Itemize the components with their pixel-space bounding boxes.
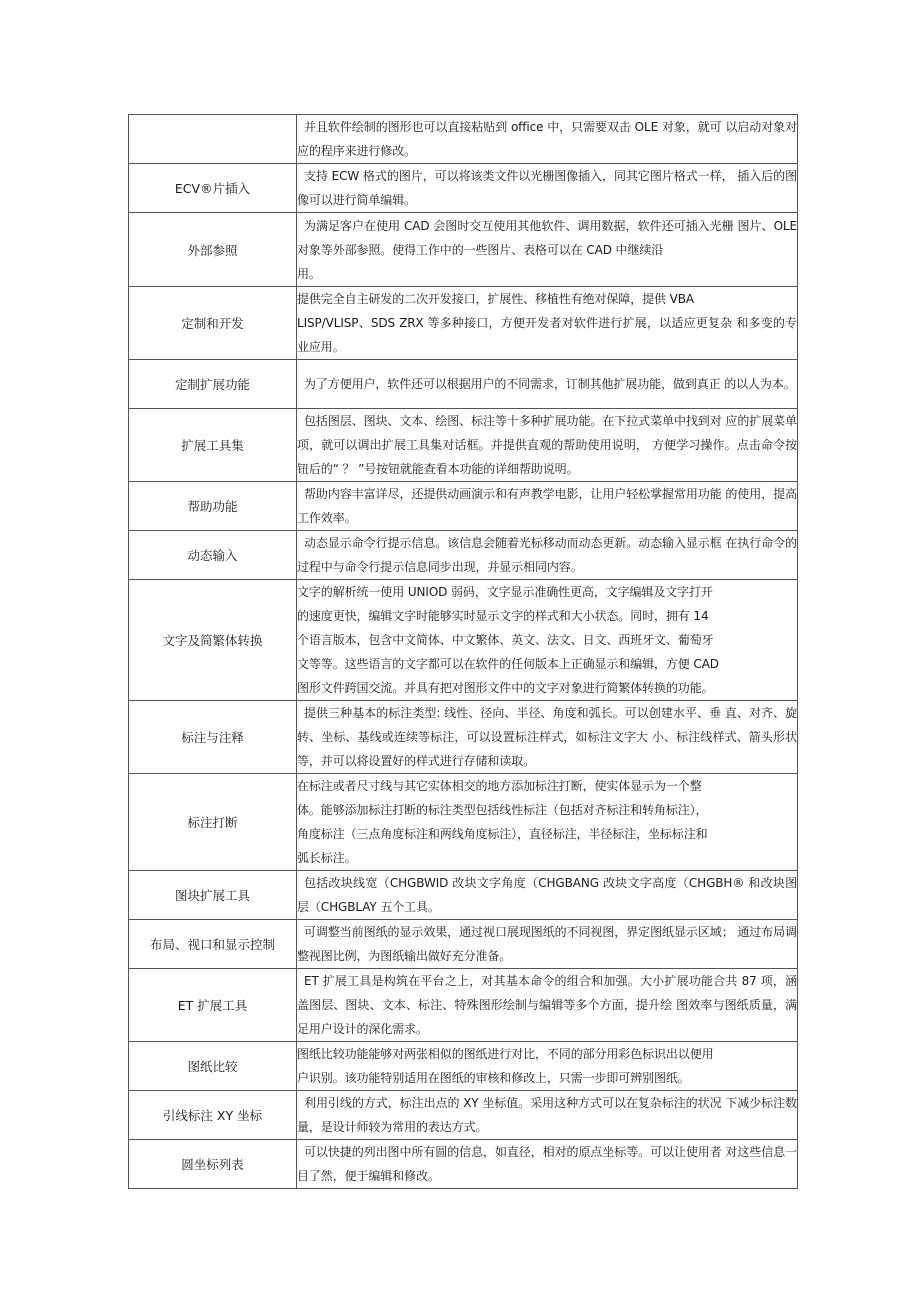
- table-row: [129, 531, 798, 580]
- table-row: [129, 1042, 798, 1091]
- description-line: 文等等。这些语言的文字都可以在软件的任何版本上正确显示和编辑，方便 CAD: [297, 657, 719, 671]
- feature-name-cell: 定制和开发: [129, 287, 297, 360]
- feature-name-cell: 动态输入: [129, 531, 297, 580]
- description-text: ET 扩展工具是构筑在平台之上，对其基本命令的组合和加强。大小扩展功能合共 87 项，涵盖图层、图块、文本、标注、特殊图形绘制与编辑等多个方面，提升绘 图效率与图纸质量，满足用户设计的深化需求。: [297, 974, 797, 1036]
- feature-description-cell: [297, 871, 798, 920]
- description-line: 图纸比较功能能够对两张相似的图纸进行对比，不同的部分用彩色标识出以便用: [297, 1047, 714, 1061]
- feature-name-cell: 布局、视口和显示控制: [129, 920, 297, 969]
- description-text: 为满足客户在使用 CAD 会图时交互使用其他软件、调用数据，软件还可插入光栅 图片、OLE 对象等外部参照。使得工作中的一些图片、表格可以在 CAD 中继续沿: [297, 218, 797, 257]
- description-tail: 用。: [297, 266, 321, 281]
- table-row: [129, 1140, 798, 1189]
- table-row: [129, 580, 798, 701]
- feature-name-cell: 圆坐标列表: [129, 1140, 297, 1189]
- feature-description-cell: [297, 482, 798, 531]
- feature-description-cell: [297, 580, 798, 701]
- description-text: 包括改块线宽（CHGBWID 改块文字角度（CHGBANG 改块文字高度（CHGBH® 和改块图层（CHGBLAY 五个工具。: [297, 876, 797, 914]
- feature-name-cell: 外部参照: [129, 213, 297, 287]
- description-text: 提供三种基本的标注类型: 线性、径向、半径、角度和弧长。可以创建水平、垂 直、对齐、旋转、坐标、基线或连续等标注，可以设置标注样式，如标注文字大 小、标注线样式、箭头形状等，并可以将设置好的样式进行存储和读取。: [297, 706, 797, 768]
- table-row: [129, 774, 798, 871]
- feature-name-cell: 标注打断: [129, 774, 297, 871]
- table-row: [129, 164, 798, 213]
- feature-description-cell: [297, 115, 798, 164]
- description-line: 图形文件跨国交流。并具有把对图形文件中的文字对象进行简繁体转换的功能。: [297, 681, 714, 695]
- feature-name-cell: 帮助功能: [129, 482, 297, 531]
- feature-name-cell: 引线标注 XY 坐标: [129, 1091, 297, 1140]
- feature-name-cell: ECV®片插入: [129, 164, 297, 213]
- feature-name-cell: 图纸比较: [129, 1042, 297, 1091]
- table-row: [129, 920, 798, 969]
- description-text: 支持 ECW 格式的图片，可以将该类文件以光栅图像插入，同其它图片格式一样， 插入后的图像可以进行简单编辑。: [297, 169, 797, 207]
- description-line: 弧长标注。: [297, 851, 357, 865]
- description-text: 动态显示命令行提示信息。该信息会随着光标移动而动态更新。动态输入显示框 在执行命令的过程中与命令行提示信息同步出现，并显示相同内容。: [297, 536, 797, 574]
- feature-description-cell: [297, 1042, 798, 1091]
- feature-name-cell: 标注与注释: [129, 701, 297, 774]
- feature-description-cell: [297, 1140, 798, 1189]
- feature-description-cell: [297, 287, 798, 360]
- description-text: 帮助内容丰富详尽，还提供动画演示和有声教学电影，让用户轻松掌握常用功能 的使用，提高工作效率。: [297, 487, 797, 525]
- feature-description-cell: [297, 409, 798, 482]
- description-line: 角度标注（三点角度标注和两线角度标注），直径标注，半径标注，坐标标注和: [297, 827, 708, 841]
- feature-table-body: [129, 115, 798, 1189]
- feature-name-cell: ET 扩展工具: [129, 969, 297, 1042]
- feature-table: [128, 114, 798, 1189]
- feature-description-cell: [297, 531, 798, 580]
- feature-name-cell: 文字及简繁体转换: [129, 580, 297, 701]
- description-line: 的速度更快，编辑文字时能够实时显示文字的样式和大小状态。同时，拥有 14: [297, 609, 709, 623]
- feature-description-cell: [297, 920, 798, 969]
- table-row: [129, 1091, 798, 1140]
- table-row: [129, 287, 798, 360]
- table-row: [129, 871, 798, 920]
- description-line: 提供完全自主研发的二次开发接口，扩展性、移植性有绝对保障，提供 VBA: [297, 292, 694, 306]
- description-line: 体。能够添加标注打断的标注类型包括线性标注（包括对齐标注和转角标注），: [297, 803, 708, 817]
- feature-description-cell: [297, 213, 798, 287]
- description-text: 利用引线的方式，标注出点的 XY 坐标值。采用这种方式可以在复杂标注的状况 下减少标注数量，是设计师较为常用的表达方式。: [297, 1096, 797, 1134]
- description-line: LISP/VLISP、SDS ZRX 等多种接口，方便开发者对软件进行扩展，以适应更复杂 和多变的专业应用。: [297, 316, 797, 354]
- table-row: [129, 409, 798, 482]
- table-row: [129, 482, 798, 531]
- table-row: [129, 701, 798, 774]
- description-text: 为了方便用户，软件还可以根据用户的不同需求，订制其他扩展功能，做到真正 的以人为本。: [304, 377, 796, 391]
- description-text: 包括图层、图块、文本、绘图、标注等十多种扩展功能。在下拉式菜单中找到对 应的扩展菜单项，就可以调出扩展工具集对话框。并提供直观的帮助使用说明， 方便学习操作。点击命令按钮后的“ ？ ”号按钮就能查看本功能的详细帮助说明。: [297, 414, 797, 476]
- description-line: 户识别。该功能特别适用在图纸的审核和修改上，只需一步即可辨别图纸。: [297, 1071, 690, 1085]
- feature-name-cell: 扩展工具集: [129, 409, 297, 482]
- feature-name-cell: 定制扩展功能: [129, 360, 297, 409]
- description-text: 并且软件绘制的图形也可以直接粘贴到 office 中，只需要双击 OLE 对象，就可 以启动对象对应的程序来进行修改。: [297, 120, 797, 158]
- feature-description-cell: [297, 774, 798, 871]
- feature-description-cell: [297, 360, 798, 409]
- feature-description-cell: [297, 701, 798, 774]
- description-text: 可调整当前图纸的显示效果，通过视口展现图纸的不同视图，界定图纸显示区域； 通过布局调整视图比例，为图纸输出做好充分准备。: [297, 925, 797, 963]
- feature-name-cell: [129, 115, 297, 164]
- table-row: [129, 969, 798, 1042]
- description-text: 可以快捷的列出图中所有圆的信息，如直径，相对的原点坐标等。可以让使用者 对这些信息一目了然，便于编辑和修改。: [297, 1145, 797, 1183]
- description-line: 在标注或者尺寸线与其它实体相交的地方添加标注打断，使实体显示为一个整: [297, 779, 702, 793]
- feature-name-cell: 图块扩展工具: [129, 871, 297, 920]
- description-line: 个语言版本，包含中文简体、中文繁体、英文、法文、日文、西班牙文、葡萄牙: [297, 633, 714, 647]
- feature-description-cell: [297, 164, 798, 213]
- table-row: [129, 360, 798, 409]
- feature-description-cell: [297, 1091, 798, 1140]
- table-row: [129, 213, 798, 287]
- feature-description-cell: [297, 969, 798, 1042]
- description-line: 文字的解析统一使用 UNIOD 弱码，文字显示准确性更高，文字编辑及文字打开: [297, 585, 713, 599]
- table-row: [129, 115, 798, 164]
